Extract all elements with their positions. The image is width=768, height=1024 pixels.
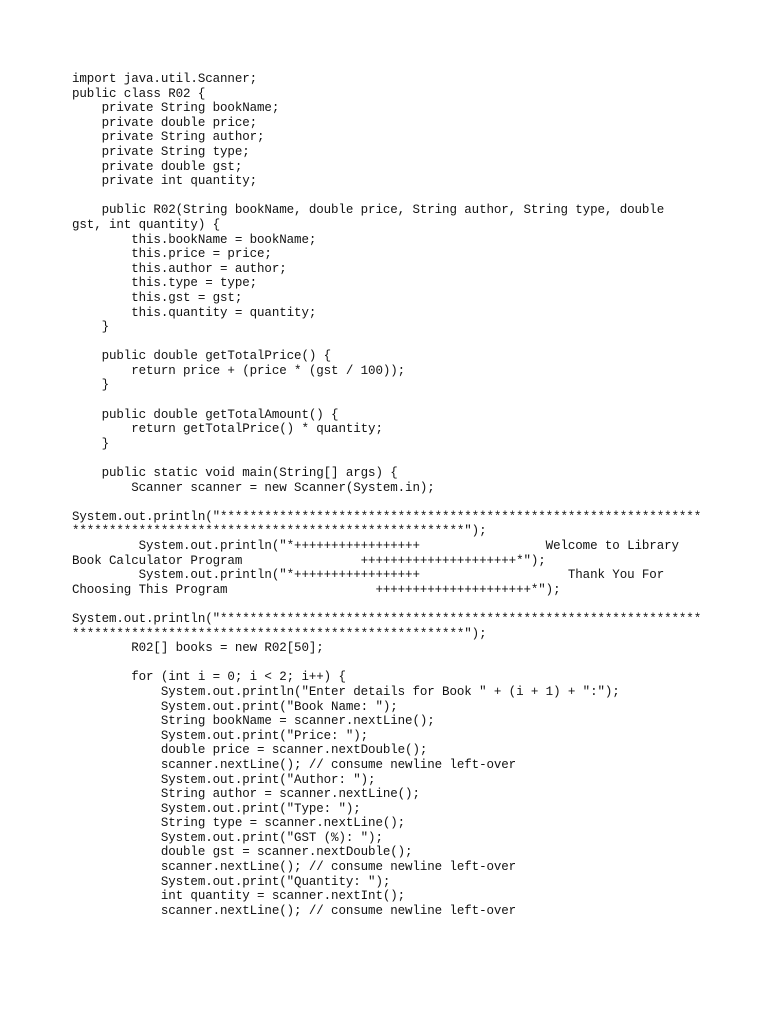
- document-page: [72, 72, 712, 918]
- code-line: scanner.nextLine(); // consume newline left-over: [72, 903, 517, 918]
- code-line: private double gst;: [72, 159, 243, 174]
- code-line: *****************************************************");: [72, 524, 487, 539]
- code-line: }: [72, 320, 110, 335]
- code-line: this.bookName = bookName;: [72, 232, 317, 247]
- code-line: int quantity = scanner.nextInt();: [72, 889, 406, 904]
- code-line: String bookName = scanner.nextLine();: [72, 714, 435, 729]
- code-line: private int quantity;: [72, 174, 258, 189]
- code-line: *****************************************************");: [72, 626, 487, 641]
- code-line: String author = scanner.nextLine();: [72, 787, 420, 802]
- code-line: System.out.print("Type: ");: [72, 801, 361, 816]
- blank-line: [72, 597, 712, 612]
- code-line: double price = scanner.nextDouble();: [72, 743, 428, 758]
- code-line: }: [72, 378, 110, 393]
- code-line: System.out.print("Quantity: ");: [72, 874, 391, 889]
- code-line: private String author;: [72, 130, 265, 145]
- code-line: System.out.println("*+++++++++++++++++ Welcome to Library: [72, 539, 679, 553]
- code-line: private double price;: [72, 115, 258, 130]
- code-line: String type = scanner.nextLine();: [72, 816, 406, 831]
- blank-line: [72, 451, 712, 466]
- code-line: Scanner scanner = new Scanner(System.in);: [72, 480, 435, 495]
- code-line: this.price = price;: [72, 247, 272, 262]
- code-line: System.out.println("*****************************************************************: [72, 611, 702, 626]
- code-line: return price + (price * (gst / 100));: [72, 363, 406, 378]
- code-line: System.out.println("*****************************************************************: [72, 509, 702, 524]
- code-line: return getTotalPrice() * quantity;: [72, 422, 383, 437]
- code-line: public double getTotalPrice() {: [72, 349, 332, 364]
- code-line: this.gst = gst;: [72, 290, 243, 305]
- blank-line: [72, 393, 712, 408]
- code-line: scanner.nextLine(); // consume newline left-over: [72, 757, 517, 772]
- blank-line: [72, 495, 712, 510]
- blank-line: [72, 189, 712, 204]
- blank-line: [72, 335, 712, 350]
- blank-line: [72, 656, 712, 671]
- code-line: public double getTotalAmount() {: [72, 407, 339, 422]
- code-line: public class R02 {: [72, 86, 206, 101]
- code-line: for (int i = 0; i < 2; i++) {: [72, 670, 346, 685]
- code-line: System.out.print("GST (%): ");: [72, 830, 383, 845]
- code-line: System.out.println("*+++++++++++++++++ Thank You For: [72, 568, 665, 583]
- code-line: System.out.print("Author: ");: [72, 772, 376, 787]
- code-line: private String type;: [72, 144, 250, 159]
- code-line: double gst = scanner.nextDouble();: [72, 845, 413, 860]
- code-line: System.out.print("Price: ");: [72, 728, 369, 743]
- code-line: System.out.print("Book Name: ");: [72, 699, 398, 714]
- code-line: import java.util.Scanner;: [72, 72, 258, 86]
- code-line: this.author = author;: [72, 261, 287, 276]
- code-line: public R02(String bookName, double price, String author, String type, double: [72, 203, 665, 218]
- code-line: System.out.println("Enter details for Book " + (i + 1) + ":");: [72, 684, 620, 699]
- code-line: Book Calculator Program +++++++++++++++++++++*");: [72, 553, 546, 568]
- code-line: Choosing This Program +++++++++++++++++++++*");: [72, 582, 561, 597]
- code-line: R02[] books = new R02[50];: [72, 641, 324, 656]
- code-line: public static void main(String[] args) {: [72, 466, 398, 481]
- code-listing: [72, 72, 712, 918]
- code-line: gst, int quantity) {: [72, 217, 221, 232]
- code-line: private String bookName;: [72, 101, 280, 116]
- code-line: scanner.nextLine(); // consume newline left-over: [72, 860, 517, 875]
- code-line: this.quantity = quantity;: [72, 305, 317, 320]
- code-line: this.type = type;: [72, 276, 258, 291]
- code-line: }: [72, 436, 110, 451]
